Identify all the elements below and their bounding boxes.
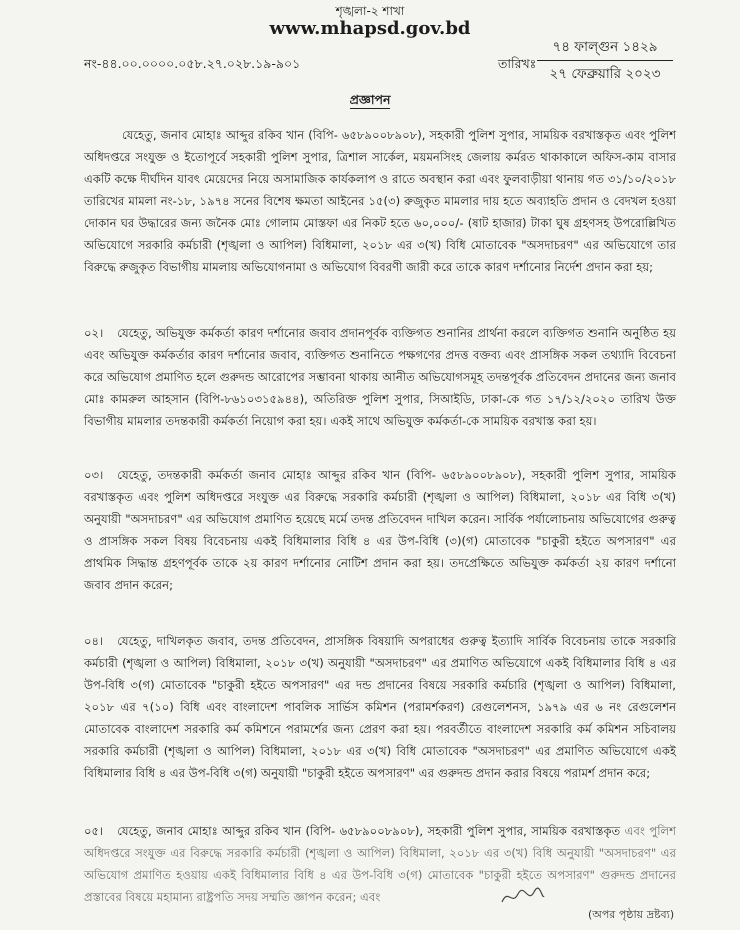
branch-name: শৃঙ্খলা-২ শাখা	[335, 4, 405, 18]
paragraph-text-faded: এবং পুলিশ অধিদপ্তরে সংযুক্ত এর বিরুদ্ধে সরকারি কর্মচারী (শৃঙ্খলা ও আপিল) বিধিমালা, ২০১৮ এর ৩(খ) বিধি অনুযায়ী "অসদাচরণ" এর অভিযোগ প্রমাণিত হওয়ায় একই বিধিমালার বিধি ৪ এর উপ-বিধি ৩(গ) মোতাবেক "চাকুরী হইতে অপসারণ" গুরুদন্ড প্রদানের প্রস্তাবের বিষয়ে মহামান্য রাষ্ট্রপতি সদয় সম্মতি জ্ঞাপন করেন; এবং	[84, 824, 677, 904]
paragraph-text: যেহেতু, দাখিলকৃত জবাব, তদন্ত প্রতিবেদন, প্রাসঙ্গিক বিষয়াদি অপরাধের গুরুত্ব ইত্যাদি সার্বিক বিবেচনায় তাকে সরকারি কর্মচারী (শৃঙ্খলা ও আপিল) বিধিমালা, ২০১৮ ৩(খ) অনুযায়ী "অসদাচরণ" এর প্রমাণিত অভিযোগে একই বিধিমালার বিধি ৪ এর উপ-বিধি ৩(গ) মোতাবেক "চাকুরী হইতে অপসারণ" এর দন্ড প্রদানের বিষয়ে সরকারি কর্মচারি (শৃঙ্খলা ও আপিল) বিধিমালা, ২০১৮ এর ৭(১০) বিধি এবং বাংলাদেশ পাবলিক সার্ভিস কমিশন (পরামর্শকরণ) রেগুলেশনস, ১৯৭৯ এর ৬ নং রেগুলেশন মোতাবেক বাংলাদেশ সরকারি কর্ম কমিশনে পরামর্শের জন্য প্রেরণ করা হয়। পরবর্তীতে বাংলাদেশ সরকারি কর্ম কমিশন সচিবালয় সরকারি কর্মচারী (শৃঙ্খলা ও আপিল) বিধিমালা, ২০১৮ এর ৩(খ) বিধি মোতাবেক "অসদাচরণ" এর প্রমাণিত অভিযোগে একই বিধিমালার বিধি ৪ এর উপ-বিধি ৩(গ) অনুযায়ী "চাকুরী হইতে অপসারণ" এর গুরুদন্ড প্রদান করার বিষয়ে পরামর্শ প্রদান করে;	[84, 634, 676, 780]
paragraph-5	[84, 820, 676, 908]
paragraph-number: ০৪।	[84, 634, 104, 648]
paragraph-number: ০৫।	[84, 824, 104, 838]
page-title-text: প্রজ্ঞাপন	[349, 92, 391, 107]
continued-note: (অপর পৃষ্ঠায় দ্রষ্টব্য)	[588, 908, 675, 921]
paragraph-text: যেহেতু, অভিযুক্ত কর্মকর্তা কারণ দর্শানোর জবাব প্রদানপূর্বক ব্যক্তিগত শুনানির প্রার্থনা করলে ব্যক্তিগত শুনানি অনুষ্ঠিত হয় এবং অভিযুক্ত কর্মকর্তার কারণ দর্শানোর জবাব, ব্যক্তিগত শুনানিতে পক্ষগণের প্রদত্ত বক্তব্য এবং প্রাসঙ্গিক সকল তথ্যাদি বিবেচনা করে অভিযোগ প্রমাণিত হলে গুরুদন্ড আরোপের সম্ভাবনা থাকায় আনীত অভিযোগসমূহ তদন্তপূর্বক প্রতিবেদন প্রদানের জন্য জনাব মোঃ কামরুল আহসান (বিপি-৮৬১০৩১৫৯৪৪), অতিরিক্ত পুলিশ সুপার, সিআইডি, ঢাকা-কে গত ১৭/১২/২০২০ তারিখ উক্ত বিভাগীয় মামলার তদন্তকারী কর্মকর্তা নিয়োগ করা হয়। একই সাথে অভিযুক্ত কর্মকর্তা-কে সাময়িক বরখাস্ত করা হয়।	[84, 326, 676, 428]
date-bangla: ৭৪ ফাল্গুন ১৪২৯	[552, 39, 658, 55]
website-url[interactable]: www.mhapsd.gov.bd	[269, 18, 471, 39]
paragraph-text: যেহেতু, জনাব মোহাঃ আব্দুর রকিব খান (বিপি- ৬৫৮৯০০৮৯০৮), সহকারী পুলিশ সুপার, সাময়িক বরখাস্তকৃত এবং পুলিশ অধিদপ্তরে সংযুক্ত ও ইতোপূর্বে সহকারী পুলিশ সুপার, ত্রিশাল সার্কেল, ময়মনসিংহ জেলায় কর্মরত থাকাকালে অফিস-কাম বাসার একটি কক্ষে দীর্ঘদিন যাবৎ মেয়েদের নিয়ে অসামাজিক কার্যকলাপ ও রাতে অবস্থান করা এবং ফুলবাড়ীয়া থানায় গত ৩১/১০/২০১৮ তারিখের মামলা নং-১৮, ১৯৭৪ সনের বিশেষ ক্ষমতা আইনের ১৫(৩) রুজুকৃত মামলার দায় হতে অব্যাহতি প্রদান ও বেদখল হওয়া দোকান ঘর উদ্ধারের জন্য জনৈক মোঃ গোলাম মোস্তফা এর নিকট হতে ৬০,০০০/- (ষাট হাজার) টাকা ঘুষ গ্রহণসহ উপরোল্লিখিত অভিযোগে সরকারি কর্মচারী (শৃঙ্খলা ও আপিল) বিধিমালা, ২০১৮ এর ৩(খ) বিধি মোতাবেক "অসদাচরণ" এর অভিযোগে তার বিরুদ্ধে রুজুকৃত বিভাগীয় মামলায় অভিযোগনামা ও অভিযোগ বিবরণী জারী করে তাকে কারণ দর্শানোর নির্দেশ প্রদান করা হয়;	[84, 128, 676, 274]
paragraph-1	[84, 124, 676, 278]
page-title	[0, 92, 740, 112]
date-english: ২৭ ফেব্রুয়ারি ২০২৩	[549, 66, 661, 82]
memo-number: নং-৪৪.০০.০০০০.০৫৮.২৭.০২৮.১৯-৯০১	[84, 56, 301, 71]
paragraph-text-dark: যেহেতু, জনাব মোহাঃ আব্দুর রকিব খান (বিপি- ৬৫৮৯০০৮৯০৮), সহকারী পুলিশ সুপার, সাময়িক বরখাস্তকৃত	[117, 824, 621, 838]
paragraph-number: ০২।	[84, 326, 104, 340]
date-label: তারিখঃ	[498, 56, 537, 71]
paragraph-4	[84, 630, 676, 784]
paragraph-number: ০৩।	[84, 468, 104, 482]
paragraph-2	[84, 322, 676, 432]
date-divider	[537, 60, 673, 61]
date-block	[537, 36, 673, 85]
signature-mark	[500, 884, 546, 908]
paragraph-text: যেহেতু, তদন্তকারী কর্মকর্তা জনাব মোহাঃ আব্দুর রকিব খান (বিপি- ৬৫৮৯০০৮৯০৮), সহকারী পুলিশ সুপার, সাময়িক বরখাস্তকৃত এবং পুলিশ অধিদপ্তরে সংযুক্ত এর বিরুদ্ধে সরকারি কর্মচারী (শৃঙ্খলা ও আপিল) বিধিমালা, ২০১৮ এর বিধি ৩(খ) অনুযায়ী "অসদাচরণ" এর অভিযোগ প্রমাণিত হয়েছে মর্মে তদন্ত প্রতিবেদন দাখিল করেন। সার্বিক পর্যালোচনায় অভিযোগের গুরুত্ব ও প্রাসঙ্গিক সকল বিষয় বিবেচনায় একই বিধিমালার বিধি ৪ এর উপ-বিধি (৩)(গ) মোতাবেক "চাকুরী হইতে অপসারণ" এর প্রাথমিক সিদ্ধান্ত গ্রহণপূর্বক তাকে ২য় কারণ দর্শানোর নোটিশ প্রদান করা হয়। তদপ্রেক্ষিতে অভিযুক্ত কর্মকর্তা ২য় কারণ দর্শানো জবাব প্রদান করেন;	[84, 468, 676, 592]
paragraph-3	[84, 464, 676, 596]
